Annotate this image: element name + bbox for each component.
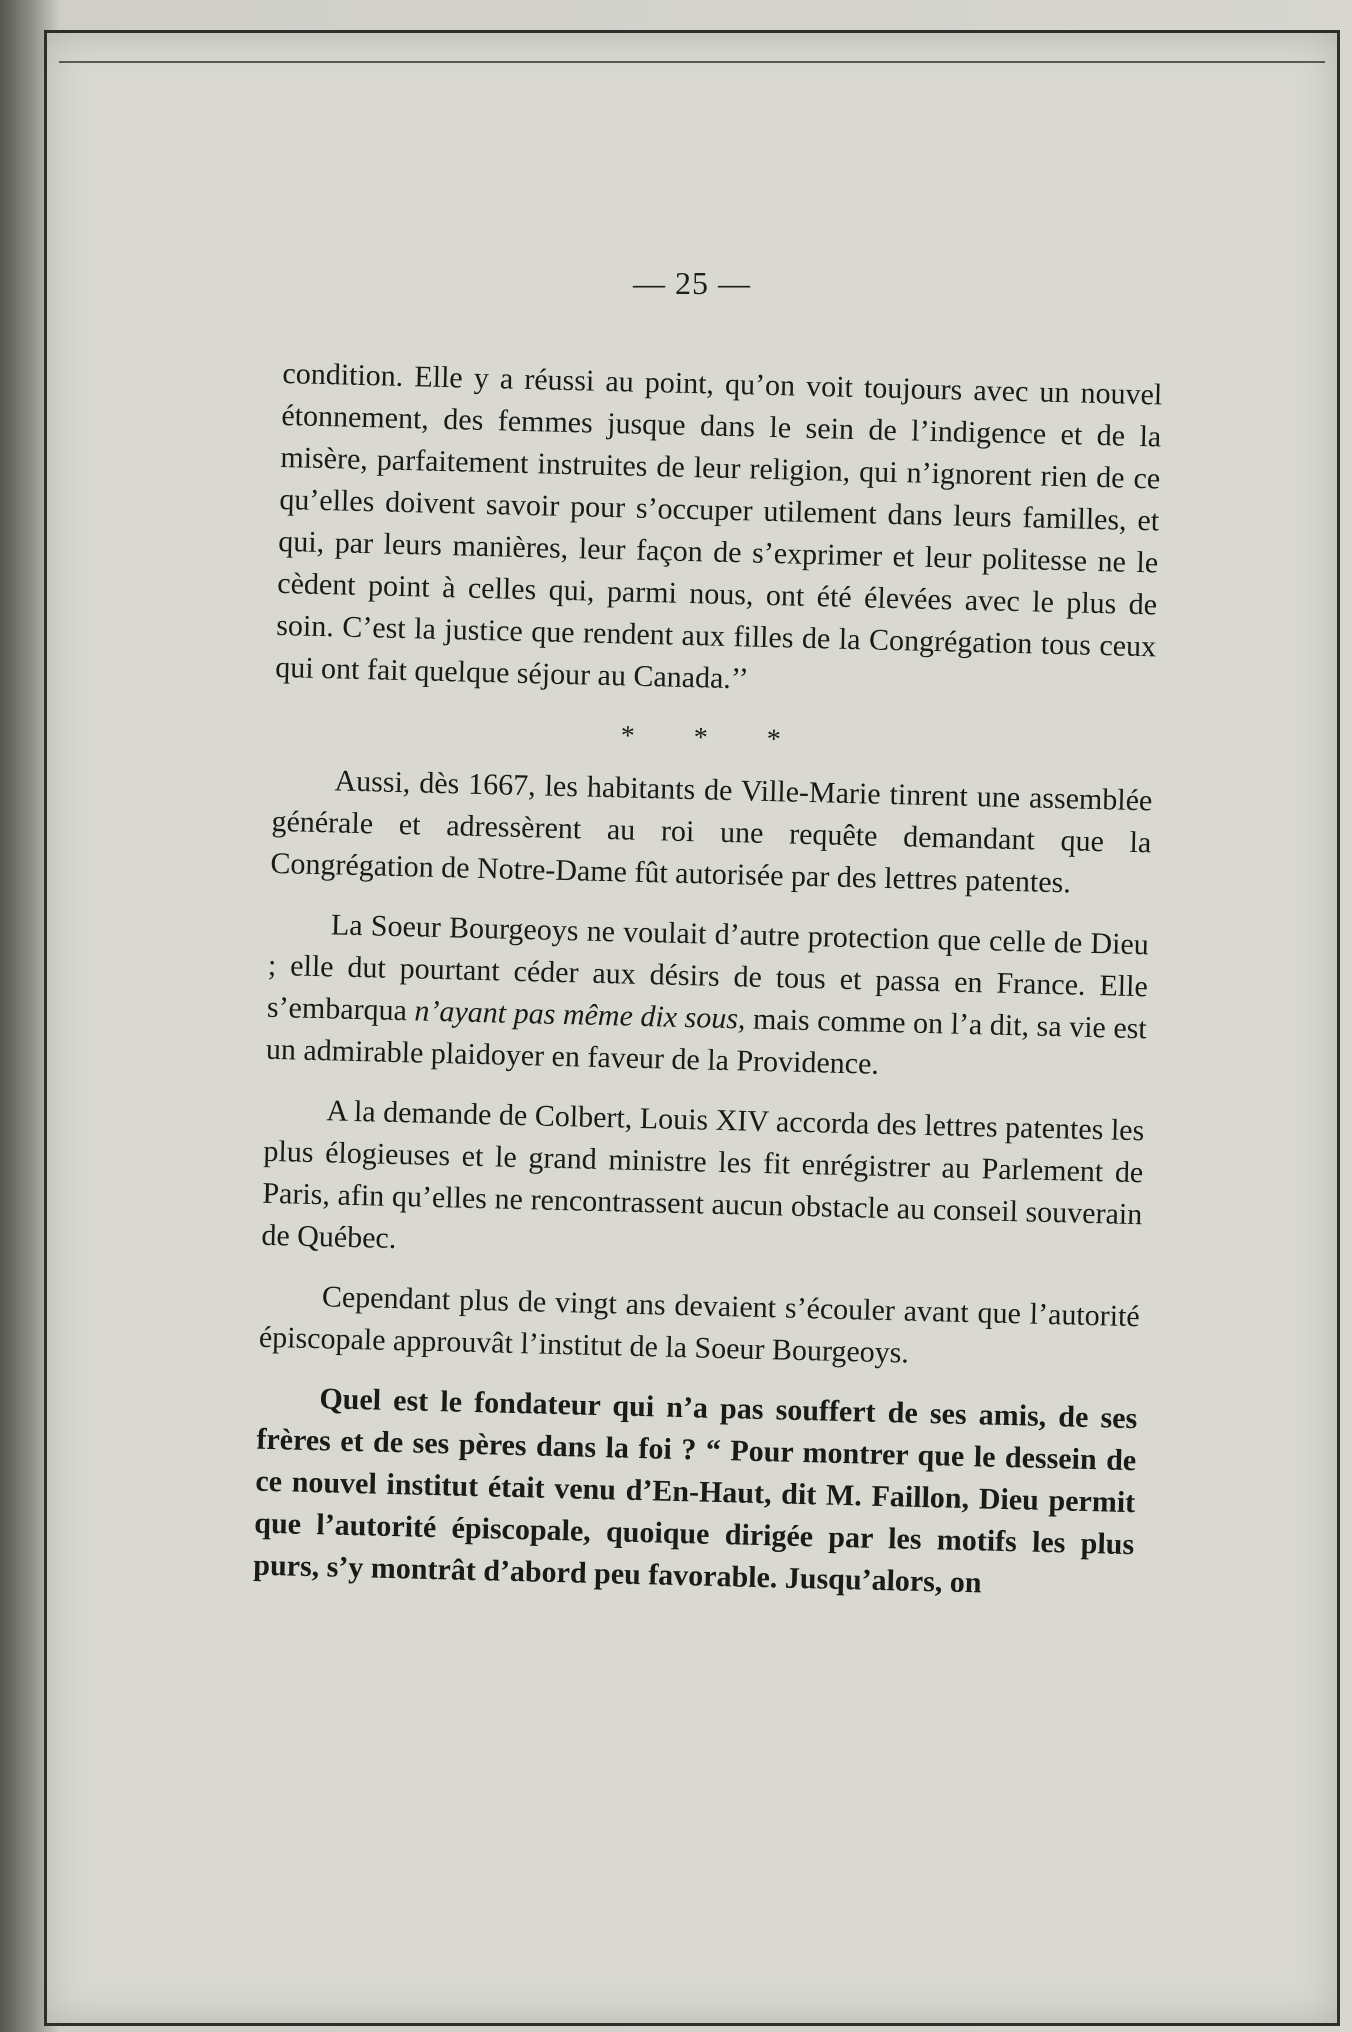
paragraph-assembly-1667: Aussi, dès 1667, les habitants de Ville-Marie tinrent une assemblée générale et adressèrent au roi une requête demandant que la Congrégation de Notre-Dame fût autorisée par des lettres patentes. <box>270 764 1153 900</box>
paragraph-vingt-ans: Cependant plus de vingt ans devaient s’écouler avant que l’autorité épiscopale approuvât l’institut de la Soeur Bourgeoys. <box>258 1280 1141 1370</box>
page-number: — 25 — <box>633 265 751 301</box>
paragraph-text-before: La Soeur Bourgeoys ne voulait d’autre protection que celle de Dieu ; elle dut pourtant céder aux désirs de tous et passa en France. Elle s’embarqua <box>266 908 1150 1028</box>
section-separator: * * * <box>620 720 808 756</box>
italic-phrase: n’ayant pas même dix sous, <box>414 994 746 1036</box>
paragraph-fondateur: Quel est le fondateur qui n’a pas souffert de ses amis, de ses frères et de ses pères dans la foi ? “ Pour montrer que le dessein de ce nouvel institut était venu d’En-Haut, dit M. Faillon, Dieu permit que l’autorité épiscopale, quoique dirigée par les motifs les plus purs, s’y montrât d’abord peu favorable. Jusqu’alors, on <box>252 1382 1138 1600</box>
paragraph-quote-end: condition. Elle y a réussi au point, qu’on voit toujours avec un nouvel étonnement, des femmes jusque dans le sein de l’indigence et de la misère, parfaitement instruites de leur religion, qui n’ignorent rien de ce qu’elles doivent savoir pour s’occuper utilement dans leurs familles, et qui, par leurs manières, leur façon de s’exprimer et leur politesse ne le cèdent point à celles qui, parmi nous, ont été élevées avec le plus de soin. C’est la justice que rendent aux filles de la Congrégation tous ceux qui ont fait quelque séjour au Canada.’’ <box>274 356 1163 696</box>
body-text <box>252 353 1162 1626</box>
paragraph-colbert: A la demande de Colbert, Louis XIV accorda des lettres patentes les plus élogieuses et le grand ministre les fit enrégistrer au Parlement de Paris, afin qu’elles ne rencontrassent aucun obstacle au conseil souverain de Québec. <box>261 1094 1145 1256</box>
paragraph-text-after: mais comme on l’a dit, sa vie est un admirable plaidoyer en faveur de la Providence. <box>265 1002 1148 1081</box>
page-sheet <box>44 30 1340 2026</box>
paragraph-soeur-bourgeoys <box>265 903 1149 1092</box>
